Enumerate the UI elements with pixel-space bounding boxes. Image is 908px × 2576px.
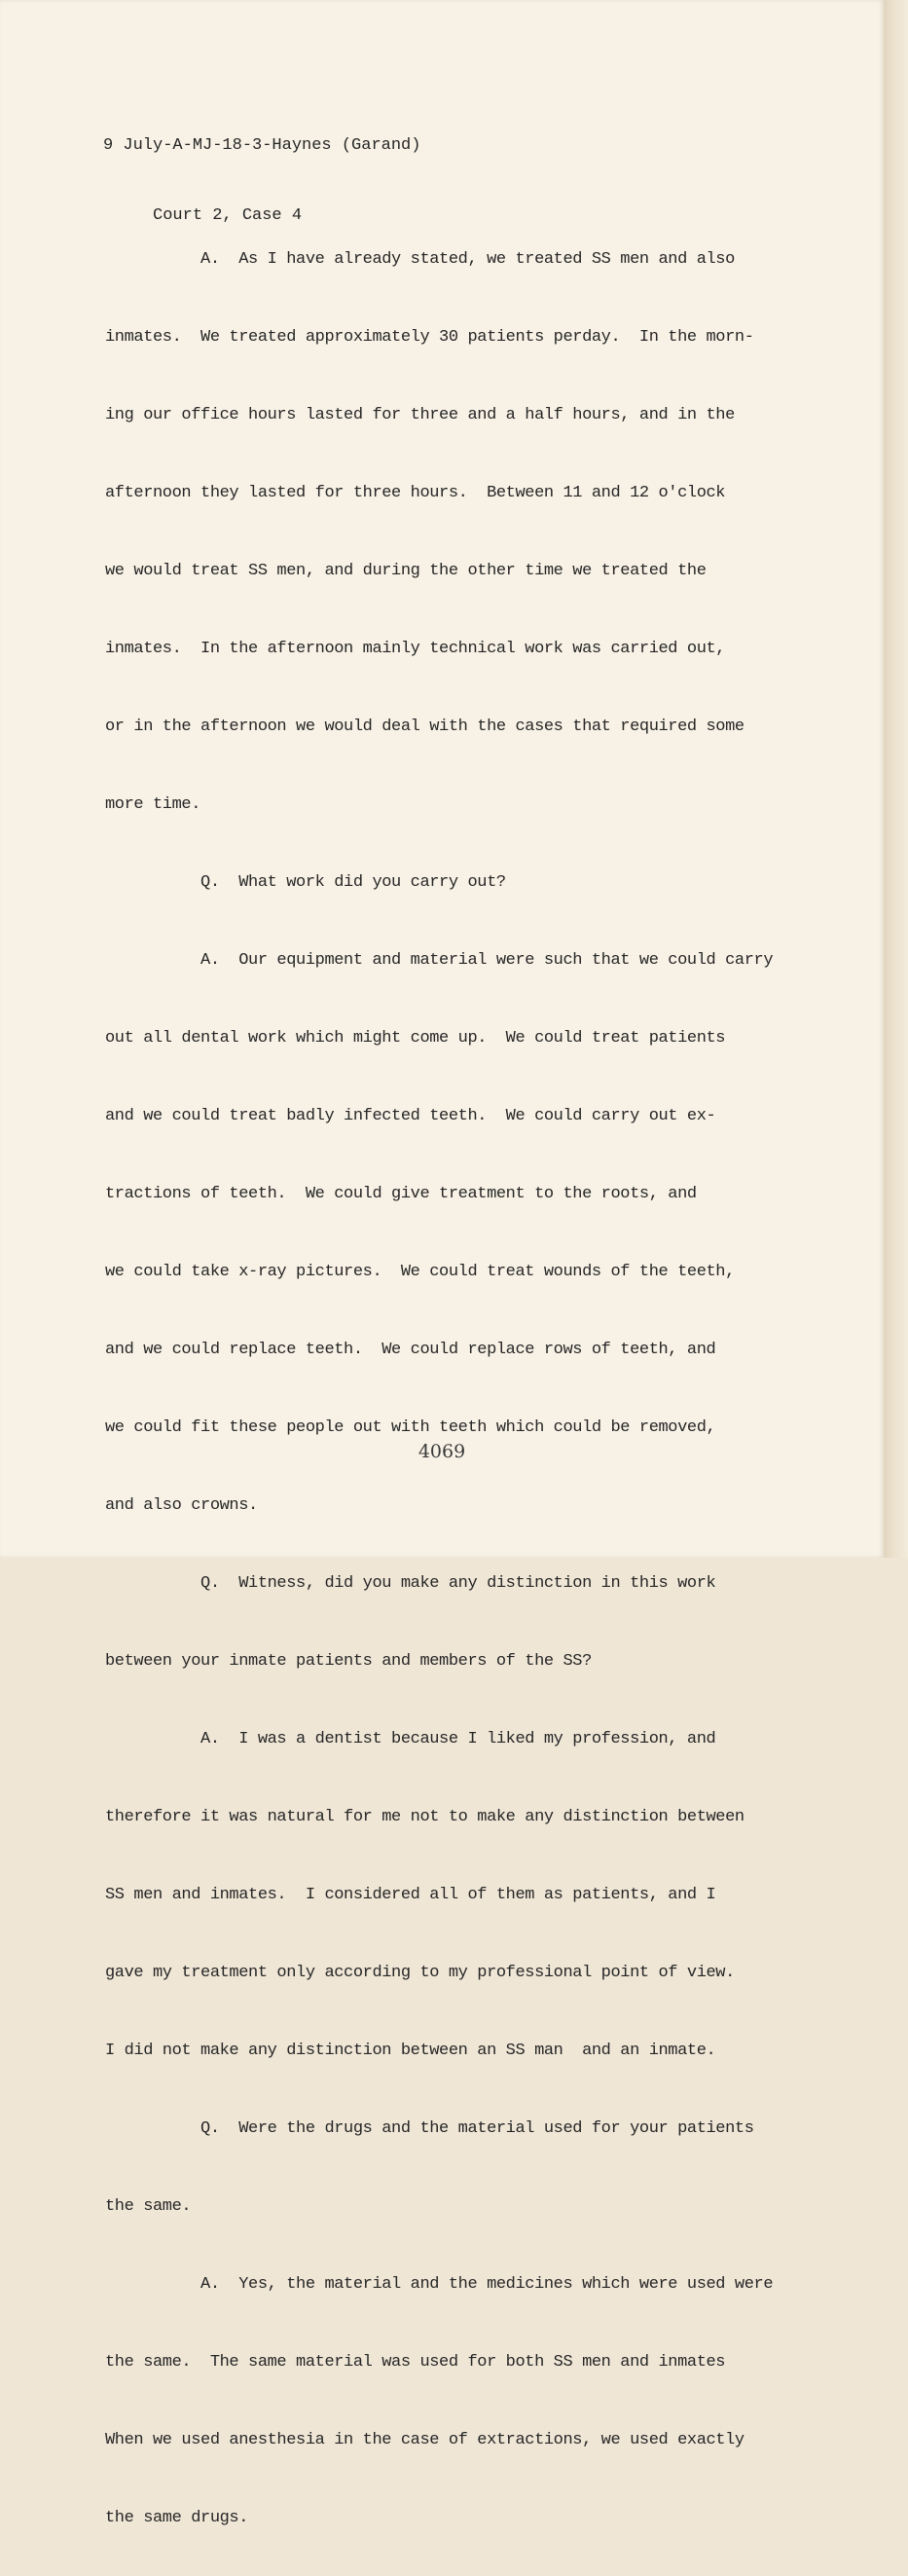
body-line: we could fit these people out with teeth which could be removed, xyxy=(105,1418,716,1437)
body-line: and we could replace teeth. We could replace rows of teeth, and xyxy=(105,1341,716,1359)
body-line: out all dental work which might come up. We could treat patients xyxy=(105,1029,726,1048)
body-line: A. Yes, the material and the medicines which were used were xyxy=(105,2275,774,2294)
page-number: 4069 xyxy=(418,1441,466,1462)
body-line: ing our office hours lasted for three and a half hours, and in the xyxy=(105,406,735,424)
body-line: between your inmate patients and members of the SS? xyxy=(105,1652,592,1671)
paper-edge xyxy=(884,0,908,1558)
body-line: we could take x-ray pictures. We could treat wounds of the teeth, xyxy=(105,1263,735,1281)
body-line: A. I was a dentist because I liked my profession, and xyxy=(105,1730,716,1748)
body-line: inmates. In the afternoon mainly technical work was carried out, xyxy=(105,640,726,658)
body-line: and we could treat badly infected teeth. We could carry out ex- xyxy=(105,1107,716,1125)
testimony-body xyxy=(105,202,874,2576)
body-line: gave my treatment only according to my professional point of view. xyxy=(105,1964,735,1982)
body-line: the same. The same material was used for both SS men and inmates xyxy=(105,2353,726,2372)
body-line: A. Our equipment and material were such that we could carry xyxy=(105,951,774,970)
body-line: SS men and inmates. I considered all of them as patients, and I xyxy=(105,1886,716,1904)
body-line: Q. Were the drugs and the material used for your patients xyxy=(105,2119,754,2138)
body-line: the same drugs. xyxy=(105,2509,249,2527)
header-line-1: 9 July-A-MJ-18-3-Haynes (Garand) xyxy=(103,136,421,155)
body-line: more time. xyxy=(105,795,201,814)
body-line: inmates. We treated approximately 30 patients perday. In the morn- xyxy=(105,328,754,347)
body-line: therefore it was natural for me not to make any distinction between xyxy=(105,1808,745,1826)
body-line: Q. What work did you carry out? xyxy=(105,873,506,892)
body-line: or in the afternoon we would deal with the cases that required some xyxy=(105,718,745,736)
body-line: I did not make any distinction between an SS man and an inmate. xyxy=(105,2042,716,2060)
body-line: A. As I have already stated, we treated SS men and also xyxy=(105,250,735,269)
body-line: When we used anesthesia in the case of extractions, we used exactly xyxy=(105,2431,745,2449)
body-line: Q. Witness, did you make any distinction in this work xyxy=(105,1574,716,1593)
body-line: the same. xyxy=(105,2197,192,2216)
header-line-2: Court 2, Case 4 xyxy=(103,206,303,225)
body-line: tractions of teeth. We could give treatment to the roots, and xyxy=(105,1185,697,1203)
body-line: afternoon they lasted for three hours. Between 11 and 12 o'clock xyxy=(105,484,726,502)
body-line: and also crowns. xyxy=(105,1496,258,1515)
body-line: we would treat SS men, and during the other time we treated the xyxy=(105,562,707,580)
